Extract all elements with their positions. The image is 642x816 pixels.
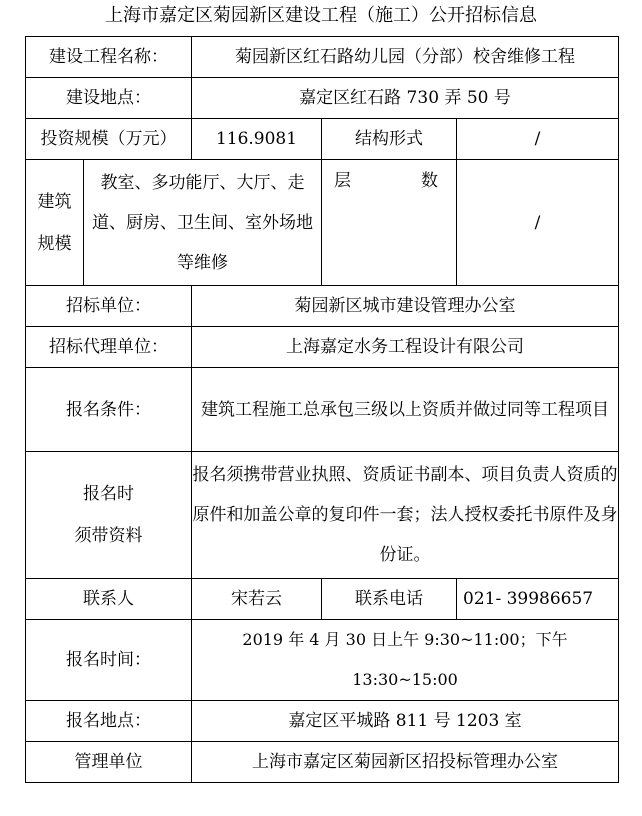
row-reg-place	[26, 701, 619, 742]
structure-value: /	[457, 119, 619, 160]
row-tenderer	[26, 286, 619, 327]
row-conditions	[26, 368, 619, 452]
authority-label: 管理单位	[26, 742, 192, 783]
structure-label: 结构形式	[322, 119, 457, 160]
row-investment	[26, 119, 619, 160]
row-authority	[26, 742, 619, 783]
reg-place-value: 嘉定区平城路 811 号 1203 室	[192, 701, 619, 742]
conditions-value: 建筑工程施工总承包三级以上资质并做过同等工程项目	[192, 368, 619, 452]
row-materials	[26, 452, 619, 579]
row-location	[26, 78, 619, 119]
materials-label	[26, 452, 192, 579]
tenderer-label: 招标单位：	[26, 286, 192, 327]
floors-value: /	[457, 160, 619, 286]
project-name-label: 建设工程名称：	[26, 37, 192, 78]
location-label: 建设地点：	[26, 78, 192, 119]
authority-value: 上海市嘉定区菊园新区招投标管理办公室	[192, 742, 619, 783]
reg-time-label: 报名时间：	[26, 620, 192, 701]
row-reg-time	[26, 620, 619, 701]
floors-label-a: 层	[334, 171, 351, 191]
page-title: 上海市嘉定区菊园新区建设工程（施工）公开招标信息	[105, 5, 537, 26]
phone-value: 021- 39986657	[457, 579, 619, 620]
phone-label: 联系电话	[322, 579, 457, 620]
contact-label: 联系人	[26, 579, 192, 620]
row-building-scale	[26, 160, 619, 286]
row-contact	[26, 579, 619, 620]
investment-value: 116.9081	[192, 119, 322, 160]
tenderer-value: 菊园新区城市建设管理办公室	[192, 286, 619, 327]
row-agent	[26, 327, 619, 368]
conditions-label: 报名条件：	[26, 368, 192, 452]
project-name-value: 菊园新区红石路幼儿园（分部）校舍维修工程	[192, 37, 619, 78]
reg-place-label: 报名地点：	[26, 701, 192, 742]
materials-label-line2: 须带资料	[74, 526, 143, 546]
location-value: 嘉定区红石路 730 弄 50 号	[192, 78, 619, 119]
reg-time-value: 2019 年 4 月 30 日上午 9:30~11:00；下午 13:30~15:00	[192, 620, 619, 701]
building-value: 教室、多功能厅、大厅、走道、厨房、卫生间、室外场地等维修	[84, 160, 322, 286]
agent-label: 招标代理单位：	[26, 327, 192, 368]
floors-label-b: 数	[421, 171, 438, 191]
building-label-line1: 建筑	[37, 191, 72, 212]
materials-value: 报名须携带营业执照、资质证书副本、项目负责人资质的原件和加盖公章的复印件一套；法人授权委托书原件及身份证。	[192, 452, 619, 579]
tender-info-table	[25, 36, 619, 783]
row-project-name	[26, 37, 619, 78]
investment-label: 投资规模（万元）	[26, 119, 192, 160]
materials-label-line1: 报名时	[83, 484, 134, 504]
building-label	[26, 160, 84, 286]
building-label-line2: 规模	[37, 233, 72, 254]
agent-value: 上海嘉定水务工程设计有限公司	[192, 327, 619, 368]
contact-value: 宋若云	[192, 579, 322, 620]
floors-label	[322, 160, 457, 286]
